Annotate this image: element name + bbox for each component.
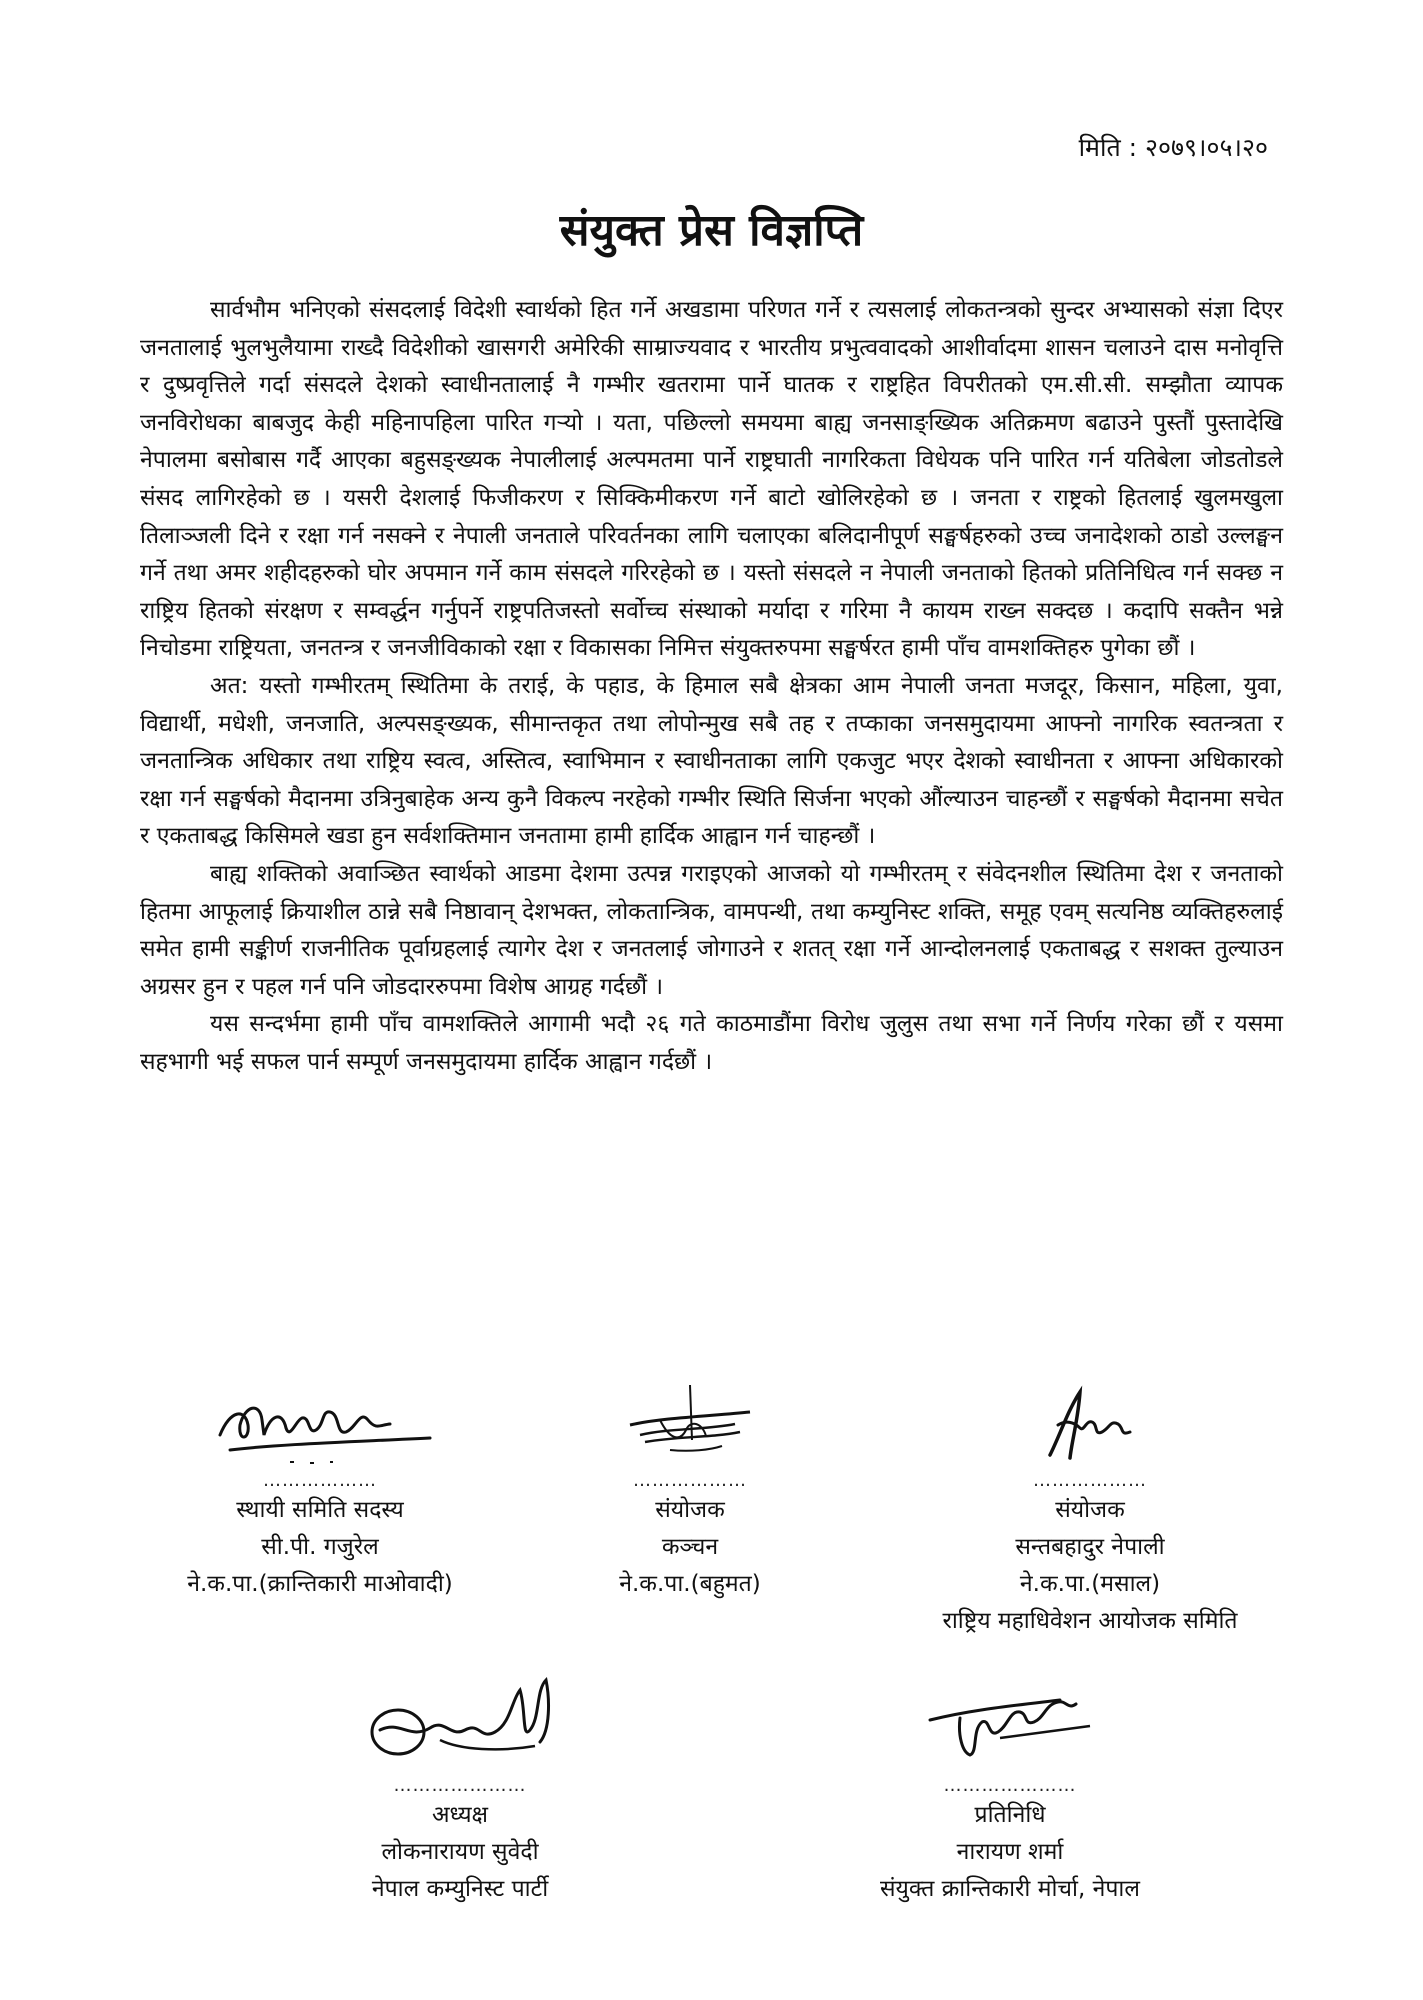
signatory-role: संयोजक <box>655 1497 725 1523</box>
signatory-block-1 <box>150 1380 490 1603</box>
release-date: मिति : २०७९।०५।२० <box>1078 133 1268 162</box>
signatory-role: अध्यक्ष <box>431 1802 489 1828</box>
release-body <box>140 292 1283 1081</box>
paragraph-2: अत: यस्तो गम्भीरतम् स्थितिमा के तराई, के पहाड, के हिमाल सबै क्षेत्रका आम नेपाली जनता मजदूर, किसान, महिला, युवा, विद्यार्थी, मधेशी, जनजाति, अल्पसङ्ख्यक, सीमान्तकृत तथा लोपोन्मुख सबै तह र तप्काका जनसमुदायमा आफ्नो नागरिक स्वतन्त्रता र जनतान्त्रिक अधिकार तथा राष्ट्रिय स्वत्व, अस्तित्व, स्वाभिमान र स्वाधीनताका लागि एकजुट भएर देशको स्वाधीनता र आफ्ना अधिकारको रक्षा गर्न सङ्घर्षको मैदानमा उत्रिनुबाहेक अन्य कुनै विकल्प नरहेको गम्भीर स्थिति सिर्जना भएको औंल्याउन चाहन्छौं र सङ्घर्षको मैदानमा सचेत र एकताबद्ध किसिमले खडा हुन सर्वशक्तिमान जनतामा हामी हार्दिक आह्वान गर्न चाहन्छौं । <box>140 672 1283 850</box>
signatory-org: ने.क.पा.(क्रान्तिकारी माओवादी) <box>187 1571 453 1597</box>
signatory-org: नेपाल कम्युनिस्ट पार्टी <box>371 1876 549 1902</box>
signature-2-icon <box>560 1380 820 1470</box>
paragraph-3: बाह्य शक्तिको अवाञ्छित स्वार्थको आडमा देशमा उत्पन्न गराइएको आजको यो गम्भीरतम् र संवेदनशील स्थितिमा देश र जनताको हितमा आफूलाई क्रियाशील ठान्ने सबै निष्ठावान् देशभक्त, लोकतान्त्रिक, वामपन्थी, तथा कम्युनिस्ट शक्ति, समूह एवम् सत्यनिष्ठ व्यक्तिहरुलाई समेत हामी सङ्कीर्ण राजनीतिक पूर्वाग्रहलाई त्यागेर देश र जनतलाई जोगाउने र शतत् रक्षा गर्ने आन्दोलनलाई एकताबद्ध र सशक्त तुल्याउन अग्रसर हुन र पहल गर्न पनि जोडदाररुपमा विशेष आग्रह गर्दछौं । <box>140 860 1283 1000</box>
signature-line: ……………… <box>633 1470 747 1491</box>
signatory-block-5 <box>820 1660 1200 1908</box>
signature-4-icon <box>300 1660 620 1775</box>
signatory-role: स्थायी समिति सदस्य <box>236 1497 404 1523</box>
signatory-org: संयुक्त क्रान्तिकारी मोर्चा, नेपाल <box>880 1876 1140 1902</box>
signature-3-icon <box>880 1380 1300 1470</box>
signatory-block-2 <box>560 1380 820 1603</box>
signatory-role: संयोजक <box>1055 1497 1125 1523</box>
signature-5-icon <box>820 1660 1200 1775</box>
signature-line: ……………… <box>263 1470 377 1491</box>
signatory-org: ने.क.पा.(मसाल) <box>1019 1571 1161 1597</box>
signatory-org: ने.क.पा.(बहुमत) <box>619 1571 761 1597</box>
signatory-block-3 <box>880 1380 1300 1640</box>
signature-1-icon <box>150 1380 490 1470</box>
signature-line: ……………… <box>1033 1470 1147 1491</box>
signature-line: ………………… <box>393 1775 527 1796</box>
signatory-name: लोकनारायण सुवेदी <box>381 1839 539 1865</box>
signatory-role: प्रतिनिधि <box>974 1802 1046 1828</box>
signatory-name: सी.पी. गजुरेल <box>261 1534 379 1560</box>
paragraph-4: यस सन्दर्भमा हामी पाँच वामशक्तिले आगामी भदौ २६ गते काठमाडौंमा विरोध जुलुस तथा सभा गर्ने निर्णय गरेका छौं र यसमा सहभागी भई सफल पार्न सम्पूर्ण जनसमुदायमा हार्दिक आह्वान गर्दछौं । <box>140 1011 1283 1075</box>
signatory-org-2: राष्ट्रिय महाधिवेशन आयोजक समिति <box>942 1608 1238 1634</box>
signatory-name: नारायण शर्मा <box>956 1839 1064 1865</box>
page-title: संयुक्त प्रेस विज्ञप्ति <box>559 205 864 256</box>
signature-line: ………………… <box>943 1775 1077 1796</box>
signatory-block-4 <box>300 1660 620 1908</box>
signatory-name: सन्तबहादुर नेपाली <box>1015 1534 1165 1560</box>
paragraph-1: सार्वभौम भनिएको संसदलाई विदेशी स्वार्थको हित गर्ने अखडामा परिणत गर्ने र त्यसलाई लोकतन्त्रको सुन्दर अभ्यासको संज्ञा दिएर जनतालाई भुलभुलैयामा राख्दै विदेशीको खासगरी अमेरिकी साम्राज्यवाद र भारतीय प्रभुत्ववादको आशीर्वादमा शासन चलाउने दास मनोवृत्ति र दुष्प्रवृत्तिले गर्दा संसदले देशको स्वाधीनतालाई नै गम्भीर खतरामा पार्ने घातक र राष्ट्रहित विपरीतको एम.सी.सी. सम्झौता व्यापक जनविरोधका बाबजुद केही महिनापहिला पारित गऱ्यो । यता, पछिल्लो समयमा बाह्य जनसाङ्ख्यिक अतिक्रमण बढाउने पुस्तौं पुस्तादेखि नेपालमा बसोबास गर्दै आएका बहुसङ्ख्यक नेपालीलाई अल्पमतमा पार्ने राष्ट्रघाती नागरिकता विधेयक पनि पारित गर्न यतिबेला जोडतोडले संसद लागिरहेको छ । यसरी देशलाई फिजीकरण र सिक्किमीकरण गर्ने बाटो खोलिरहेको छ । जनता र राष्ट्रको हितलाई खुलमखुला तिलाञ्जली दिने र रक्षा गर्न नसक्ने र नेपाली जनताले परिवर्तनका लागि चलाएका बलिदानीपूर्ण सङ्घर्षहरुको उच्च जनादेशको ठाडो उल्लङ्घन गर्ने तथा अमर शहीदहरुको घोर अपमान गर्ने काम संसदले गरिरहेको छ । यस्तो संसदले न नेपाली जनताको हितको प्रतिनिधित्व गर्न सक्छ न राष्ट्रिय हितको संरक्षण र सम्वर्द्धन गर्नुपर्ने राष्ट्रपतिजस्तो सर्वोच्च संस्थाको मर्यादा र गरिमा नै कायम राख्न सक्दछ । कदापि सक्तैन भन्ने निचोडमा राष्ट्रियता, जनतन्त्र र जनजीविकाको रक्षा र विकासका निमित्त संयुक्तरुपमा सङ्घर्षरत हामी पाँच वामशक्तिहरु पुगेका छौं । <box>140 297 1283 662</box>
signatory-name: कञ्चन <box>661 1534 719 1560</box>
